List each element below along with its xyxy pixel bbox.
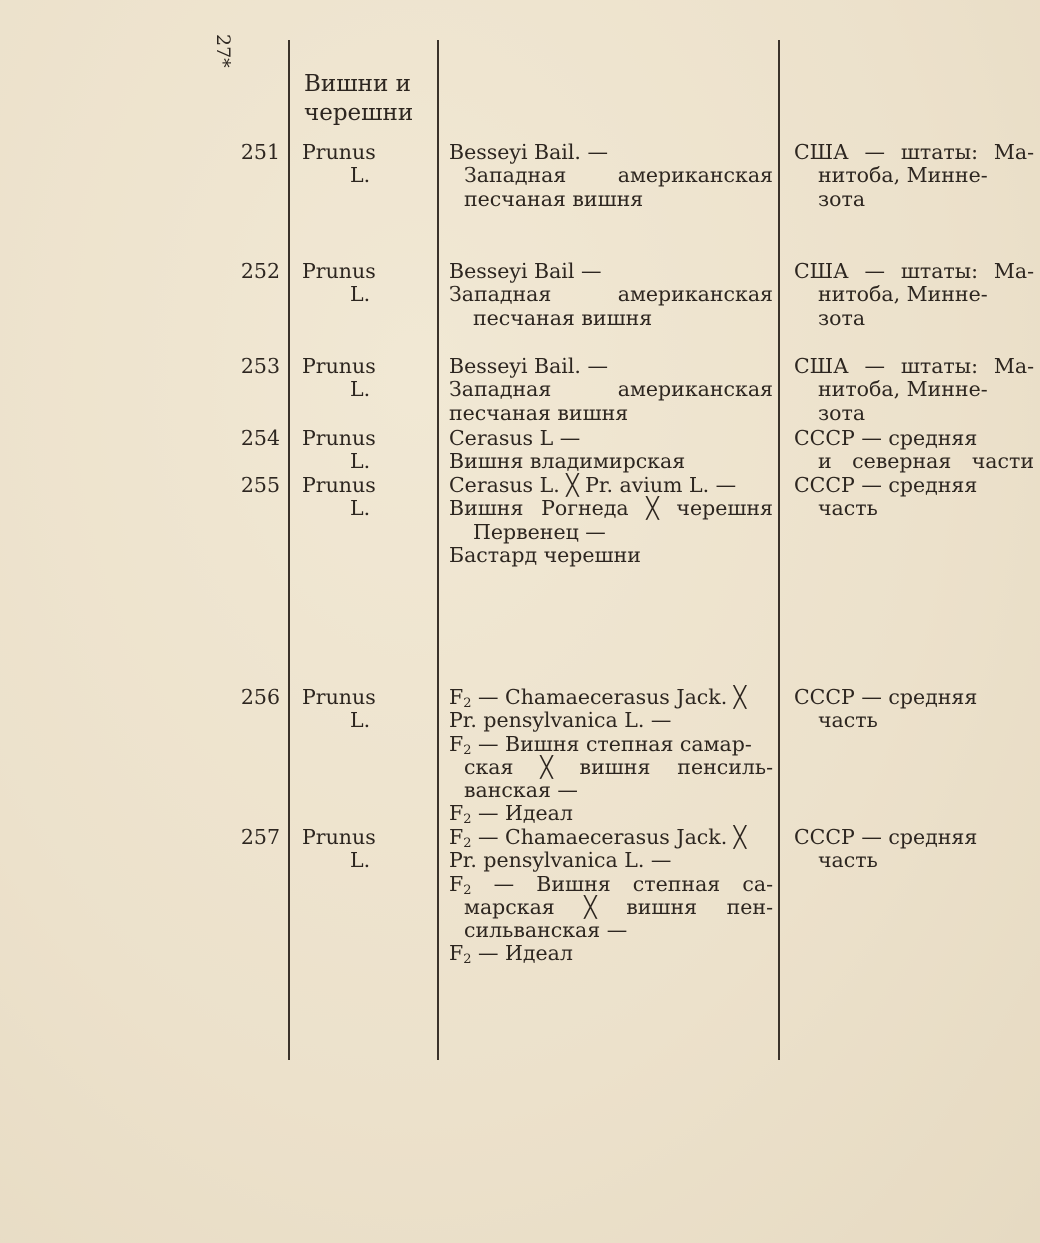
region: СССР — средняя часть bbox=[794, 825, 978, 873]
region: СССР — средняя часть bbox=[794, 473, 978, 521]
row-number: 253 bbox=[240, 354, 280, 378]
genus: Prunus L. bbox=[302, 473, 376, 521]
region: США — штаты: Ма- нитоба, Минне- зота bbox=[794, 140, 1034, 211]
group-header-line: Вишни и bbox=[304, 71, 411, 97]
page: 27* Вишни и черешни 251 Prunus L. Besseyi Bail. — Западная американская песчаная вишня США — штаты: Ма- нитоба, Минне- зота 252 Prunus L. Besseyi Bail — Западная американская песчаная вишня США — штаты: Ма- нитоба, Минне- зота 253 Prunus L. Besseyi Bail. — Западная американская песчаная вишня США — штаты: Ма- нитоба, Минне- зота 254 Prunus L. Cerasus L — Вишня владимирская СССР — средняя и северная части 255 Prunus L. Cerasus L. ╳ Pr. avium L. — Вишня Рогнеда ╳ черешня Первенец — Бастард черешни СССР — средняя часть 256 Prunus L. $F_2$ — Chamaecerasus Jack. ╳ Pr. pensylvanica L. — $F_2$ — Вишня степная самар- ская ╳ вишня пенсиль- ванская — $F_2$ — Идеал СССР — средняя часть 257 Prunus L. $F_2$ — Chamaecerasus Jack. ╳ Pr. pensylvanica L. — $F_2$ — Вишня степная са- марская ╳ вишня пен- сильванская — $F_2$ — Идеал СССР — средняя часть bbox=[0, 0, 1040, 1243]
column-rule-middle bbox=[437, 40, 439, 1060]
description: Cerasus L. ╳ Pr. avium L. — Вишня Рогнеда ╳ черешня Первенец — Бастард черешни bbox=[449, 473, 773, 567]
region: СССР — средняя часть bbox=[794, 685, 978, 733]
description: $F_2$ — Chamaecerasus Jack. ╳ Pr. pensylvanica L. — $F_2$ — Вишня степная самар- ская ╳ вишня пенсиль- ванская — $F_2$ — Идеал bbox=[449, 685, 773, 828]
description: Cerasus L — Вишня владимирская bbox=[449, 426, 686, 474]
genus: Prunus L. bbox=[302, 685, 376, 733]
group-header-line: черешни bbox=[304, 100, 414, 126]
row-number: 251 bbox=[240, 140, 280, 164]
row-number: 252 bbox=[240, 259, 280, 283]
region: США — штаты: Ма- нитоба, Минне- зота bbox=[794, 259, 1034, 330]
genus: Prunus L. bbox=[302, 259, 376, 307]
region: СССР — средняя и северная части bbox=[794, 426, 1034, 474]
genus: Prunus L. bbox=[302, 354, 376, 402]
genus: Prunus L. bbox=[302, 140, 376, 188]
column-rule-right bbox=[778, 40, 780, 1060]
description: Besseyi Bail — Западная американская песчаная вишня bbox=[449, 259, 773, 330]
row-number: 257 bbox=[240, 825, 280, 849]
row-number: 254 bbox=[240, 426, 280, 450]
description: $F_2$ — Chamaecerasus Jack. ╳ Pr. pensylvanica L. — $F_2$ — Вишня степная са- марская ╳ вишня пен- сильванская — $F_2$ — Идеал bbox=[449, 825, 773, 968]
description: Besseyi Bail. — Западная американская песчаная вишня bbox=[449, 354, 773, 425]
row-number: 256 bbox=[240, 685, 280, 709]
column-rule-left bbox=[288, 40, 290, 1060]
description: Besseyi Bail. — Западная американская песчаная вишня bbox=[449, 140, 773, 211]
row-number: 255 bbox=[240, 473, 280, 497]
genus: Prunus L. bbox=[302, 825, 376, 873]
group-header bbox=[304, 70, 413, 128]
genus: Prunus L. bbox=[302, 426, 376, 474]
region: США — штаты: Ма- нитоба, Минне- зота bbox=[794, 354, 1034, 425]
